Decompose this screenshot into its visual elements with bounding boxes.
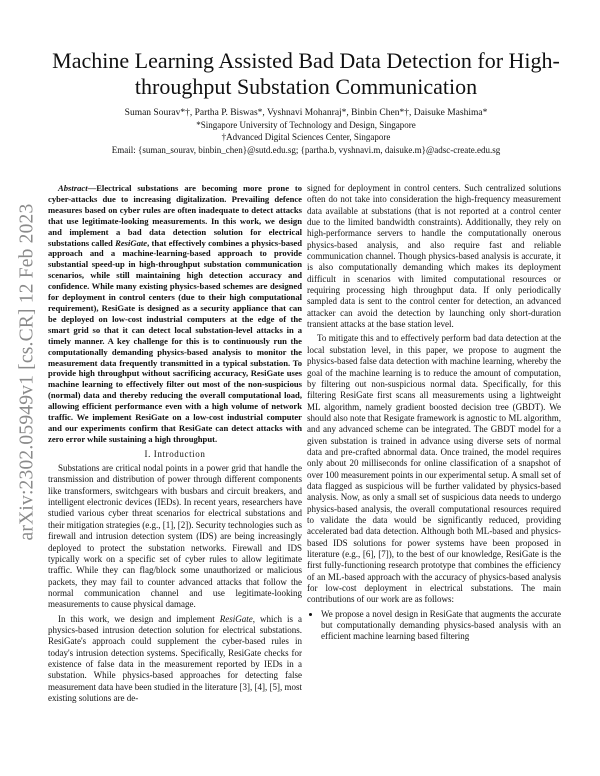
arxiv-identifier-stamp [10, 166, 44, 578]
affiliation-sutd: *Singapore University of Technology and Design, Singapore [196, 120, 416, 130]
intro-paragraph-1: Substations are critical nodal points in a power grid that handle the transmission and distribution of power through different components like transformers, switchgears with busbars and circuit breakers, and intelligent electronic devices (IEDs). In recent years, researchers have studied various cyber threat scenarios for electrical substations and their mitigation strategies (e.g., [1], [2]). Security technologies such as firewall and intrusion detection system (IDS) are being increasingly deployed to protect the substation networks. Firewall and IDS typically work on a specific set of cyber rules to allow legitimate traffic. While they can flag/block some unauthorized or malicious packets, they may fail to counter advanced attacks that follow the normal communication channel and use legitimate-looking measurements to cause physical damage. [48, 463, 302, 610]
intro-p2-text-b: , which is a physics-based intrusion detection solution for electrical substations. ResiGate's approach could supplement the cyber-based rules in today's intrusion detection systems. Specifically, ResiGate checks for existence of false data in the measurement reported by IEDs in a substation. While physics-based approaches for detecting false measurement data have been studied in the literature [3], [4], [5], most existing solutions are de- [48, 613, 302, 703]
abstract-text-2: , that effectively combines a physics-based approach and a machine-learning-based approach to provide substantial speed-up in high-throughput substation communication scenarios, while still maintaining high detection accuracy and confidence. While many existing physics-based schemes are designed for deployment in control centers (due to their high computational requirement), ResiGate is designed as a security appliance that can be deployed on low-cost industrial computers at the edge of the smart grid so that it can detect local substation-level attacks in a timely manner. A key challenge for this is to continuously run the computationally demanding physics-based analysis to monitor the measurement data frequently transmitted in a typical substation. To provide high throughput without sacrificing accuracy, ResiGate uses machine learning to effectively filter out most of the non-suspicious (normal) data and thereby reducing the overall computational load, allowing efficient performance even with a high volume of network traffic. We implement ResiGate on a low-cost industrial computer and our experiments confirm that ResiGate can detect attacks with zero error while sustaining a high throughput. [48, 237, 303, 444]
left-column [48, 183, 302, 704]
right-paragraph-2: To mitigate this and to effectively perform bad data detection at the local substation level, in this paper, we propose to augment the physics-based false data detection with machine learning, whereby the goal of the machine learning is to reduce the amount of computation, by filtering out non-suspicious normal data. Specifically, for this filtering ResiGate first scans all measurements using a lightweight ML algorithm, namely gradient boosted decision tree (GBDT). We should also note that Resigate framework is agnostic to ML algorithm, and any advanced scheme can be integrated. The GBDT model for a given substation is trained in advance using diverse sets of normal data and pre-crafted abnormal data. Once trained, the model requires only about 20 milliseconds for online classification of a snapshot of over 100 measurement points in our experimental setup. A small set of data flagged as suspicious will be further validated by physics-based analysis. Now, as only a small set of suspicious data needs to undergo physics-based analysis, the overall computational resources required to validate the data would be significantly reduced, providing accelerated bad data detection. Although both ML-based and physics-based IDS solutions for power systems have been proposed in literature (e.g., [6], [7]), to the best of our knowledge, ResiGate is the first fully-functioning research prototype that combines the efficiency of an ML-based approach with the accuracy of physics-based analysis for low-cost deployment in electrical substations. The main contributions of our work are as follows: [307, 333, 561, 605]
paper-title: Machine Learning Assisted Bad Data Detection for High-throughput Substation Communication [52, 48, 560, 99]
author-list: Suman Sourav*†, Partha P. Biswas*, Vyshnavi Mohanraj*, Binbin Chen*†, Daisuke Mashima* [124, 108, 488, 118]
intro-system-name: ResiGate [219, 613, 253, 624]
author-emails: Email: {suman_sourav, binbin_chen}@sutd.edu.sg; {partha.b, vyshnavi.m, daisuke.m}@adsc-create.edu.sg [111, 145, 501, 155]
system-name: ResiGate [115, 237, 148, 248]
contribution-item: • We propose a novel design in ResiGate that augments the accurate but computationally demanding physics-based analysis with an efficient machine learning based filtering [321, 609, 561, 643]
abstract [48, 183, 302, 445]
abstract-text-1: —Electrical substations are becoming more prone to cyber-attacks due to increasing digitalization. Prevailing defence measures based on cyber rules are often inadequate to detect attacks that use legitimate-looking measurements. In this work, we design and implement a bad data detection solution for electrical substations called [48, 183, 302, 248]
right-paragraph-1: signed for deployment in control centers. Such centralized solutions often do not take into consideration the high-frequency measurement data available at substations (that is not reported at a control center due to the limited bandwidth constraints). Additionally, they rely on high-performance servers to handle the computationally onerous physics-based analysis, and also require fast and reliable communication channel. Though physics-based analysis is accurate, it is also computationally demanding which makes its deployment difficult in scenarios with limited computational resources or requiring processing high throughput data. If only periodically sampled data is sent to the control center for detection, an advanced attacker can avoid the detection by launching only short-duration transient attacks at the base station level. [307, 183, 561, 330]
right-column [307, 183, 561, 643]
arxiv-id-text: arXiv:2302.05949v1 [cs.CR] 12 Feb 2023 [16, 203, 38, 541]
abstract-label: Abstract [58, 183, 88, 193]
contribution-list [307, 609, 561, 643]
section-heading-introduction: I. Introduction [144, 448, 206, 459]
affiliation-adsc: †Advanced Digital Sciences Center, Singapore [221, 132, 391, 142]
intro-paragraph-2 [48, 614, 302, 705]
intro-p2-text-a: In this work, we design and implement [58, 613, 220, 624]
